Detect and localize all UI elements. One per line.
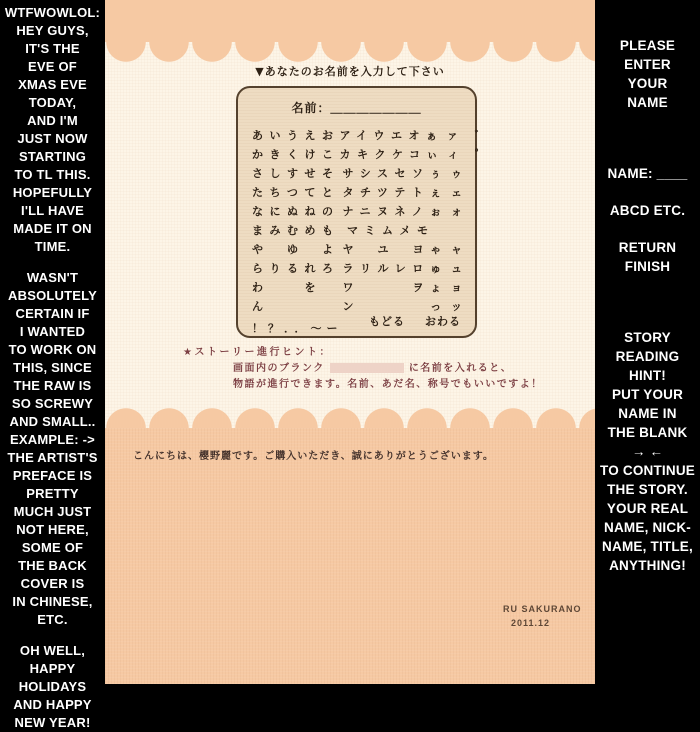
kana-cell[interactable]: や ゆ よ bbox=[252, 243, 340, 256]
kana-row[interactable] bbox=[252, 165, 465, 184]
name-entry-panel bbox=[236, 86, 490, 338]
kana-cell[interactable]: なにぬねの bbox=[252, 205, 340, 218]
note-line: NEW YEAR! bbox=[14, 715, 91, 730]
kana-cell[interactable]: アイウエオ bbox=[339, 129, 427, 142]
note-line bbox=[595, 276, 700, 328]
artist-date: 2011.12 bbox=[511, 618, 551, 628]
note-line: HAPPY bbox=[29, 661, 76, 676]
kana-cell[interactable]: ゃ ャ bbox=[430, 243, 465, 256]
note-line: RETURN bbox=[618, 240, 677, 255]
note-line: NAME, TITLE, bbox=[602, 539, 693, 554]
note-line: HEY GUYS, bbox=[16, 23, 89, 38]
note-line: TO TL THIS. bbox=[14, 167, 91, 182]
note-line: NAME, NICK- bbox=[604, 520, 691, 535]
bottom-scallop-edge bbox=[105, 408, 595, 428]
kana-cell[interactable]: タチツテト bbox=[342, 186, 430, 199]
kana-cell[interactable]: サシスセソ bbox=[342, 167, 430, 180]
note-line bbox=[595, 183, 700, 201]
kana-cell[interactable]: わ を bbox=[252, 281, 322, 294]
note-line: TODAY, bbox=[28, 95, 77, 110]
name-blank-box[interactable] bbox=[330, 363, 404, 373]
artist-signature bbox=[503, 602, 582, 630]
note-line: ABCD ETC. bbox=[609, 203, 686, 218]
kana-row[interactable] bbox=[252, 260, 465, 279]
note-line: PRETTY bbox=[26, 486, 79, 501]
note-line: IT'S THE bbox=[25, 41, 80, 56]
note-line bbox=[0, 629, 105, 642]
left-translator-note bbox=[0, 0, 105, 730]
note-line: I'LL HAVE bbox=[21, 203, 84, 218]
note-line: AND SMALL.. bbox=[9, 414, 96, 429]
kana-cell[interactable]: ぅ ゥ bbox=[430, 167, 465, 180]
kana-cell[interactable]: ょ ョ bbox=[430, 281, 465, 294]
kana-cell[interactable]: ヤ ユ ヨ bbox=[342, 243, 430, 256]
story-hint-line1: 画面内のブランク に名前を入れると、 bbox=[233, 363, 513, 374]
note-line: IN CHINESE, bbox=[12, 594, 93, 609]
note-line: SOME OF bbox=[21, 540, 84, 555]
kana-grid[interactable] bbox=[252, 127, 490, 317]
note-line: COVER IS bbox=[20, 576, 85, 591]
artist-name: RU SAKURANO bbox=[503, 604, 582, 614]
kana-cell[interactable]: マミムメモ bbox=[347, 224, 435, 237]
story-hint-title: ★ストーリー進行ヒント： bbox=[183, 347, 332, 358]
note-line: → ← bbox=[631, 444, 664, 459]
note-line: XMAS EVE bbox=[18, 77, 87, 92]
kana-cell[interactable]: まみむめも bbox=[252, 224, 340, 237]
punctuation-row[interactable]: ！？．．〜ー bbox=[252, 322, 343, 335]
top-peach-band bbox=[105, 0, 595, 42]
note-line: WTFWOWLOL: bbox=[4, 5, 101, 20]
note-line: HINT! bbox=[629, 368, 666, 383]
note-line: WASN'T bbox=[26, 270, 79, 285]
note-line: STARTING bbox=[18, 149, 87, 164]
note-line: THE BACK bbox=[18, 558, 87, 573]
note-line: ANYTHING! bbox=[609, 558, 686, 573]
kana-row[interactable] bbox=[252, 203, 465, 222]
note-line: PREFACE IS bbox=[12, 468, 93, 483]
back-button[interactable]: もどる bbox=[369, 315, 405, 328]
kana-row[interactable] bbox=[252, 127, 489, 146]
kana-cell[interactable]: かきくけこ bbox=[252, 148, 340, 161]
kana-cell[interactable]: たちつてと bbox=[252, 186, 340, 199]
note-line: THE ARTIST'S bbox=[7, 450, 98, 465]
note-line: CERTAIN IF bbox=[15, 306, 90, 321]
note-line: TO CONTINUE bbox=[600, 463, 695, 478]
name-field[interactable]: 名前：＿＿＿＿＿＿＿ bbox=[291, 101, 422, 115]
kana-cell[interactable]: あいうえお bbox=[252, 129, 340, 142]
top-scallop-edge bbox=[105, 42, 595, 62]
kana-cell[interactable]: ン bbox=[342, 300, 360, 313]
note-line: YOUR bbox=[627, 76, 668, 91]
note-line: AND I'M bbox=[27, 113, 78, 128]
kana-row[interactable] bbox=[252, 184, 465, 203]
note-line: NAME IN bbox=[618, 406, 677, 421]
note-line: MADE IT ON bbox=[13, 221, 92, 236]
kana-cell[interactable]: ラリルレロ bbox=[342, 262, 430, 275]
kana-row[interactable] bbox=[252, 146, 490, 165]
kana-row[interactable] bbox=[252, 279, 465, 298]
note-line: NOT HERE, bbox=[16, 522, 89, 537]
kana-cell[interactable]: ぃ ィ ゜ bbox=[426, 148, 490, 161]
note-line bbox=[0, 256, 105, 269]
note-line: FINISH bbox=[624, 259, 671, 274]
note-line: STORY bbox=[624, 330, 671, 345]
name-entry-prompt: ▼あなたのお名前を入力して下さい bbox=[255, 65, 445, 78]
bottom-peach-band bbox=[105, 428, 595, 684]
kana-cell[interactable]: ぉ ォ bbox=[430, 205, 465, 218]
kana-cell[interactable]: さしすせそ bbox=[252, 167, 340, 180]
kana-cell[interactable]: らりるれろ bbox=[252, 262, 340, 275]
note-line: PUT YOUR bbox=[611, 387, 684, 402]
note-line: AND HAPPY bbox=[13, 697, 92, 712]
note-line: NAME bbox=[627, 95, 668, 110]
note-line: READING bbox=[615, 349, 680, 364]
kana-cell[interactable]: ワ ヲ bbox=[342, 281, 430, 294]
kana-cell[interactable]: ぇ ェ bbox=[430, 186, 465, 199]
note-line: PLEASE bbox=[619, 38, 676, 53]
note-line: TO WORK ON bbox=[8, 342, 97, 357]
note-line: TIME. bbox=[34, 239, 71, 254]
note-line: I WANTED bbox=[19, 324, 86, 339]
kana-cell[interactable]: っ ッ bbox=[430, 300, 465, 313]
note-line: NAME: ____ bbox=[607, 166, 688, 181]
note-line: HOPEFULLY bbox=[12, 185, 93, 200]
note-line: SO SCREWY bbox=[11, 396, 94, 411]
note-line: MUCH JUST bbox=[13, 504, 92, 519]
kana-cell[interactable] bbox=[439, 222, 465, 241]
kana-cell[interactable]: ゅ ュ bbox=[430, 262, 465, 275]
note-line: THE STORY. bbox=[607, 482, 688, 497]
kana-cell[interactable]: ナニヌネノ bbox=[342, 205, 430, 218]
note-line bbox=[595, 112, 700, 164]
kana-row[interactable] bbox=[252, 241, 465, 260]
author-greeting: こんにちは、櫻野麗です。ご購入いただき、誠にありがとうございます。 bbox=[133, 451, 494, 462]
kana-cell[interactable]: カキクケコ bbox=[339, 148, 427, 161]
finish-button[interactable]: おわる bbox=[425, 315, 461, 328]
note-line: ENTER bbox=[624, 57, 671, 72]
kana-cell[interactable]: ぁ ァ ゛ bbox=[426, 129, 489, 142]
note-line: THE BLANK bbox=[607, 425, 688, 440]
note-line: YOUR REAL bbox=[606, 501, 689, 516]
note-line: ABSOLUTELY bbox=[8, 288, 97, 303]
right-translator-note bbox=[595, 0, 700, 684]
note-line: EVE OF bbox=[28, 59, 77, 74]
kana-cell[interactable]: ん bbox=[252, 300, 270, 313]
note-line: THIS, SINCE bbox=[13, 360, 92, 375]
note-line: ETC. bbox=[37, 612, 68, 627]
note-line: JUST NOW bbox=[17, 131, 88, 146]
note-line: OH WELL, bbox=[19, 643, 86, 658]
note-line: THE RAW IS bbox=[13, 378, 92, 393]
story-hint-line2: 物語が進行できます。名前、あだ名、称号でもいいですよ！ bbox=[233, 379, 543, 390]
manga-page bbox=[105, 0, 595, 684]
note-line: EXAMPLE: -> bbox=[10, 432, 95, 447]
note-line bbox=[595, 220, 700, 238]
note-line: HOLIDAYS bbox=[18, 679, 87, 694]
kana-row[interactable] bbox=[252, 222, 465, 241]
